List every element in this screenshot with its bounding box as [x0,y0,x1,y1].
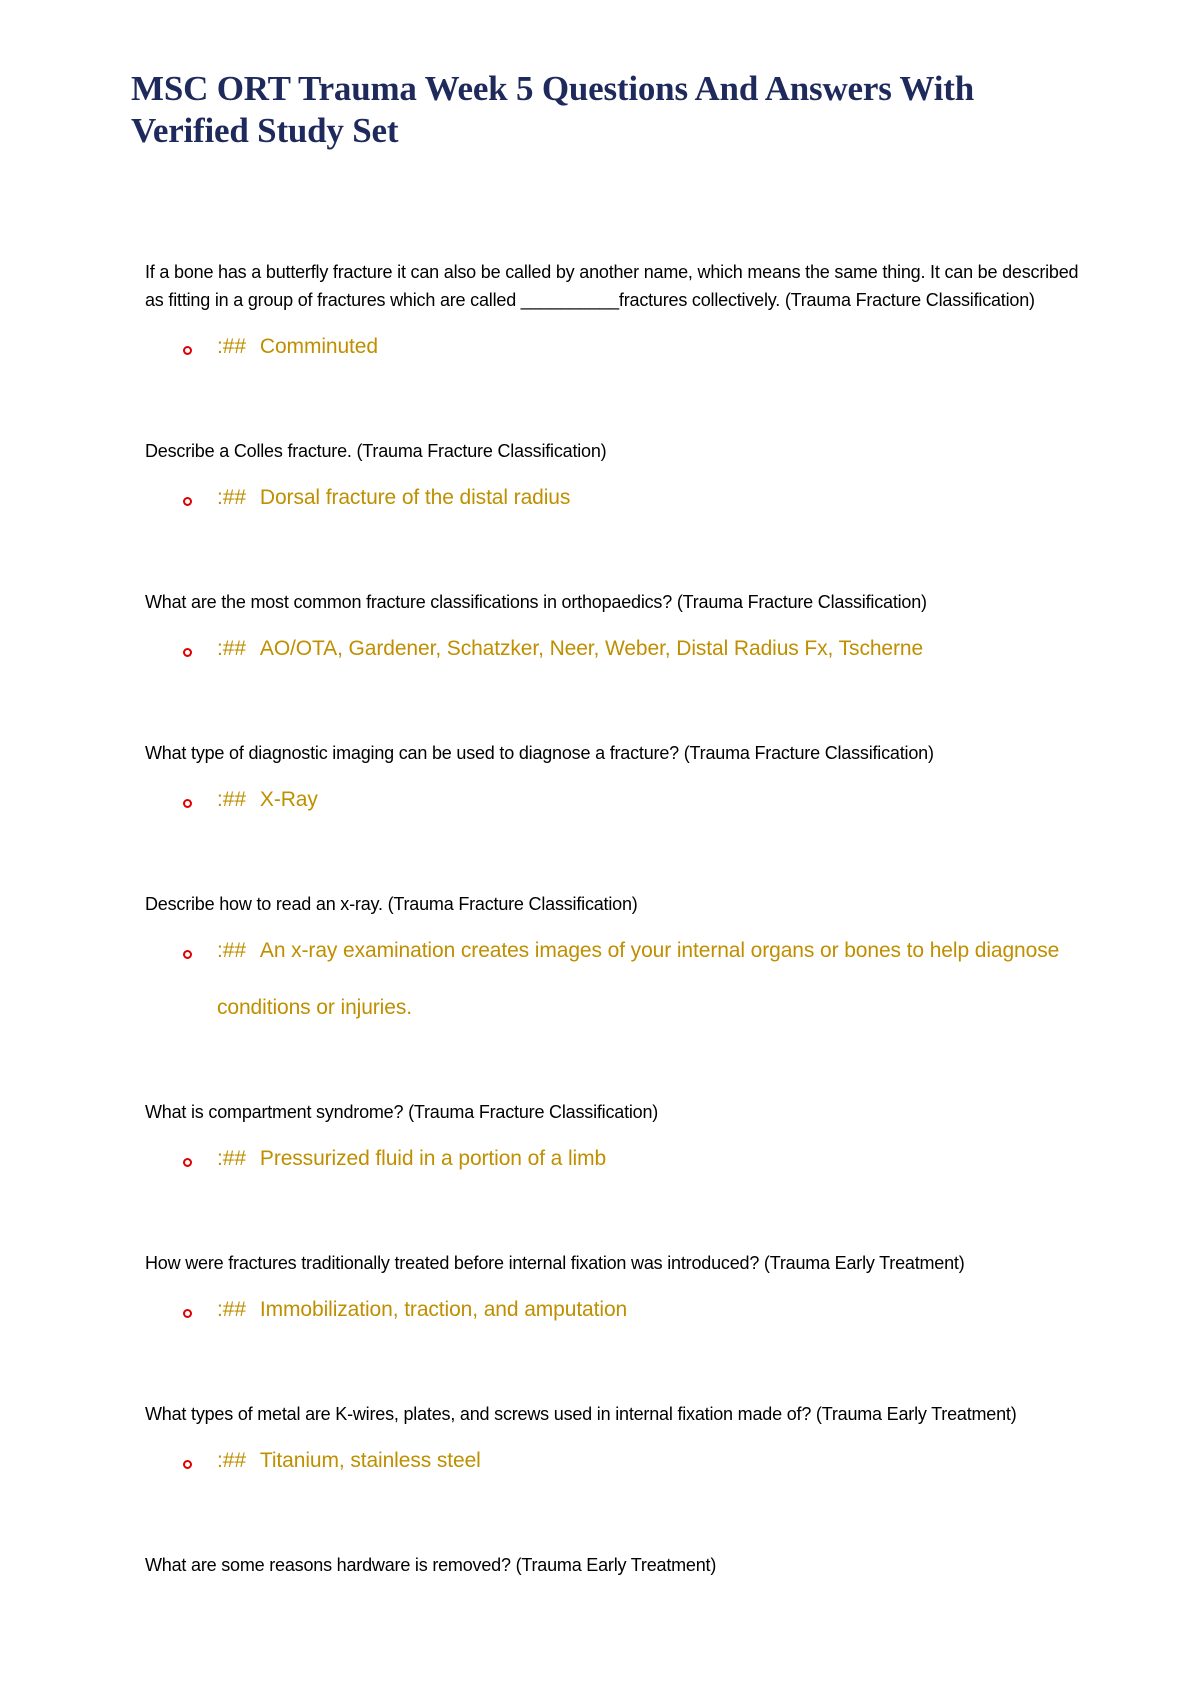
qa-list [131,258,1081,1579]
answer [183,1295,1081,1338]
answer-value: Immobilization, traction, and amputation [259,1298,628,1321]
question-text: What are some reasons hardware is removed? (Trauma Early Treatment) [145,1555,717,1575]
answer-text [217,1130,606,1187]
question-text: If a bone has a butterfly fracture it can also be called by another name, which means the same thing. It can be described as fitting in a group of fractures which are called __________fractures collectively. (Trauma Fracture Classification) [145,262,1079,310]
answer-value: An x-ray examination creates images of your internal organs or bones to help diagnose conditions or injuries. [217,939,1060,1019]
question-text: What type of diagnostic imaging can be used to diagnose a fracture? (Trauma Fracture Classification) [145,743,934,763]
question-text: Describe a Colles fracture. (Trauma Fracture Classification) [145,441,607,461]
answer-text [217,771,318,828]
answer-marker: :## [217,486,246,509]
answer-marker: :## [217,1298,246,1321]
answer-text [217,318,378,375]
question-text: What is compartment syndrome? (Trauma Fracture Classification) [145,1102,659,1122]
answer [183,332,1081,375]
answer [183,634,1081,677]
bullet-icon [183,497,192,506]
answer-marker: :## [217,1449,246,1472]
bullet-icon [183,950,192,959]
qa-item [145,1400,1081,1489]
bullet-icon [183,1309,192,1318]
answer-text [217,469,570,526]
bullet-icon [183,1460,192,1469]
question-text: What are the most common fracture classifications in orthopaedics? (Trauma Fracture Classification) [145,592,927,612]
answer-value: AO/OTA, Gardener, Schatzker, Neer, Weber, Distal Radius Fx, Tscherne [259,637,924,660]
answer [183,936,1081,1036]
qa-item [145,1551,1081,1579]
answer-value: Comminuted [259,335,378,358]
bullet-icon [183,1158,192,1167]
qa-item [145,258,1081,375]
answer-text [217,1432,481,1489]
question-text: How were fractures traditionally treated before internal fixation was introduced? (Trauma Early Treatment) [145,1253,965,1273]
answer-value: Pressurized fluid in a portion of a limb [259,1147,607,1170]
answer-marker: :## [217,939,246,962]
answer-marker: :## [217,637,246,660]
answer [183,483,1081,526]
qa-item [145,739,1081,828]
qa-item [145,437,1081,526]
qa-item [145,1249,1081,1338]
answer-marker: :## [217,1147,246,1170]
bullet-icon [183,346,192,355]
answer-value: Titanium, stainless steel [259,1449,481,1472]
answer [183,1144,1081,1187]
answer [183,785,1081,828]
answer-value: X-Ray [259,788,318,811]
answer-marker: :## [217,335,246,358]
answer [183,1446,1081,1489]
bullet-icon [183,648,192,657]
document-title: MSC ORT Trauma Week 5 Questions And Answers With Verified Study Set [131,69,974,150]
qa-item [145,588,1081,677]
question-text: Describe how to read an x-ray. (Trauma Fracture Classification) [145,894,638,914]
answer-marker: :## [217,788,246,811]
question-text: What types of metal are K-wires, plates, and screws used in internal fixation made of? (Trauma Early Treatment) [145,1404,1017,1424]
qa-item [145,1098,1081,1187]
answer-text [217,620,923,677]
answer-text [217,1281,627,1338]
answer-text [217,922,1081,1036]
qa-item [145,890,1081,1036]
bullet-icon [183,799,192,808]
answer-value: Dorsal fracture of the distal radius [259,486,571,509]
